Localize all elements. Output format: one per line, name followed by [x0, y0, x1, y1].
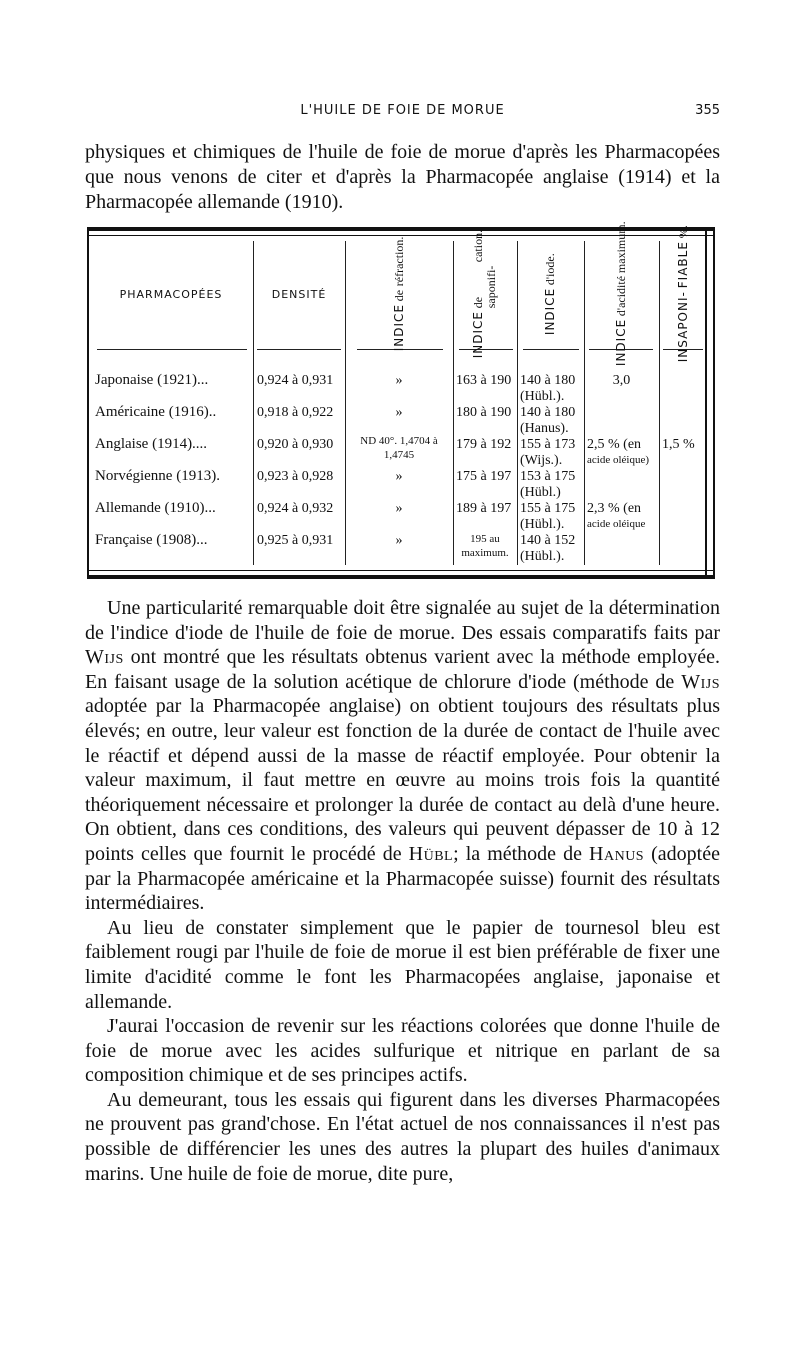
row-iode-l1: 155 à 175 — [520, 501, 576, 516]
row-iode-l1: 153 à 175 — [520, 469, 576, 484]
row-acidite-l2: acide oléique) — [587, 454, 649, 466]
pharmacopoeia-table — [87, 221, 715, 579]
row-insaponifiable: 1,5 % — [662, 437, 695, 452]
row-iode-l2: (Wijs.). — [520, 453, 563, 468]
row-iode-l2: (Hübl.). — [520, 517, 565, 532]
row-refraction: » — [395, 501, 403, 516]
header-densite: DENSITÉ — [271, 287, 327, 301]
row-iode-l1: 140 à 180 — [520, 373, 576, 388]
table-rule-bottom — [89, 570, 713, 571]
row-saponification: 189 à 197 — [456, 501, 512, 516]
header-iode-l1: INDICE — [543, 287, 557, 336]
row-acidite-l1: 2,5 % (en — [587, 437, 642, 452]
row-iode-l1: 140 à 152 — [520, 533, 576, 548]
row-densite: 0,920 à 0,930 — [257, 437, 334, 452]
page-number: 355 — [695, 103, 720, 118]
paragraph-1-c: adoptée par la Pharmacopée anglaise) on obtient toujours des résultats plus élevés; en outre, leur valeur est fonction de la durée de contact de l'huile avec le réactif et dépend aussi de la masse de réactif employée. Pour obtenir la valeur maximum, il faut mettre en œuvre au moins trois fois la quantité théoriquement nécessaire et prolonger la durée de contact au delà d'une heure. On obtient, dans ces conditions, des valeurs qui peuvent dépasser de 10 à 12 points celles que fournit le procédé de — [85, 695, 720, 865]
header-refraction — [345, 236, 453, 352]
header-pharmacopees: PHARMACOPÉES — [119, 287, 223, 301]
header-rule — [257, 349, 341, 350]
paragraph-1-b: ont montré que les résultats obtenus varient avec la méthode employée. En faisant usage de la solution acétique de chlorure d'iode (méthode de — [85, 646, 720, 693]
header-saponification — [453, 229, 517, 359]
header-acidite-l2: d'acidité — [614, 276, 628, 317]
row-acidite: 3,0 — [612, 373, 631, 388]
row-saponification: 163 à 190 — [456, 373, 512, 388]
row-saponification: 180 à 190 — [456, 405, 512, 420]
row-saponification: 195 au maximum. — [461, 533, 509, 559]
row-iode-l2: (Hanus). — [520, 421, 569, 436]
header-acidite-l1: INDICE — [614, 319, 628, 367]
row-refraction: ND 40°. 1,4704 à 1,4745 — [360, 435, 438, 461]
header-rule — [523, 349, 579, 350]
row-name: Américaine (1916).. — [95, 404, 217, 420]
body-text — [85, 596, 720, 1186]
header-iode-l2: d'iode. — [543, 252, 557, 285]
row-iode-l2: (Hübl.). — [520, 389, 565, 404]
running-header — [85, 103, 720, 127]
header-sapon-l1: INDICE — [471, 310, 485, 359]
paragraph-2: Au lieu de constater simplement que le papier de tournesol bleu est faiblement rougi par l'huile de foie de morue il est bien préférable de fixer une limite d'acidité comme le font les Pharmacopées anglaise, japonaise et allemande. — [85, 916, 720, 1013]
header-insap-l3: %. — [675, 225, 690, 239]
row-densite: 0,924 à 0,931 — [257, 373, 334, 388]
row-acidite-l1: 2,3 % (en — [587, 501, 642, 516]
row-acidite-l2: acide oléique — [587, 518, 646, 530]
row-densite: 0,924 à 0,932 — [257, 501, 334, 516]
row-saponification: 175 à 197 — [456, 469, 512, 484]
intro-text: physiques et chimiques de l'huile de foie de morue d'après les Pharmacopées que nous venons de citer et d'après la Pharmacopée anglaise (1914) et la Pharmacopée allemande (1910). — [85, 141, 720, 213]
paragraph-1 — [85, 596, 720, 916]
row-refraction: » — [395, 405, 403, 420]
row-name: Japonaise (1921)... — [95, 372, 209, 388]
paragraph-1-d: ; la méthode de — [453, 842, 590, 865]
header-refraction-l2: de — [391, 289, 406, 301]
author-hubl: Hübl — [408, 842, 454, 865]
row-name: Anglaise (1914).... — [95, 436, 208, 452]
row-densite: 0,923 à 0,928 — [257, 469, 334, 484]
paragraph-1-e: (adoptée par la Pharmacopée américaine et la Pharmacopée suisse) fournit des résultats intermédiaires. — [85, 842, 720, 915]
running-title: L'HUILE DE FOIE DE MORUE — [300, 103, 505, 118]
row-densite: 0,918 à 0,922 — [257, 405, 334, 420]
header-refraction-l3: réfraction. — [391, 236, 406, 287]
header-rule — [97, 349, 247, 350]
row-refraction: » — [395, 469, 403, 484]
header-acidite-l3: maximum. — [614, 221, 628, 274]
header-iode — [517, 241, 584, 347]
row-refraction: » — [395, 373, 403, 388]
row-densite: 0,925 à 0,931 — [257, 533, 334, 548]
row-saponification: 179 à 192 — [456, 437, 512, 452]
author-hanus: Hanus — [589, 842, 645, 865]
paragraph-3: J'aurai l'occasion de revenir sur les réactions colorées que donne l'huile de foie de morue avec les acides sulfurique et nitrique en parlant de sa composition chimique et de ses principes actifs. — [85, 1015, 720, 1087]
paragraph-1-a: Une particularité remarquable doit être signalée au sujet de la détermination de l'indice d'iode de l'huile de foie de morue. Des essais comparatifs faits par — [85, 597, 720, 644]
author-wijs: Wijs — [85, 646, 124, 669]
header-sapon-l2: de saponifi- — [471, 265, 498, 308]
row-iode-l2: (Hübl.). — [520, 549, 565, 564]
author-wijs: Wijs — [681, 670, 720, 693]
header-insaponifiable — [659, 225, 707, 363]
header-acidite — [584, 221, 659, 367]
row-iode-l1: 140 à 180 — [520, 405, 576, 420]
header-refraction-l1: INDICE — [391, 303, 406, 352]
intro-paragraph — [85, 140, 720, 215]
row-refraction: » — [395, 533, 403, 548]
row-name: Norvégienne (1913). — [95, 468, 220, 484]
header-insap-l1: INSAPONI- — [675, 291, 690, 363]
header-sapon-l3: cation. — [471, 229, 485, 263]
row-iode-l2: (Hübl.) — [520, 485, 561, 500]
row-name: Française (1908)... — [95, 532, 208, 548]
row-name: Allemande (1910)... — [95, 500, 216, 516]
paragraph-4: Au demeurant, tous les essais qui figurent dans les diverses Pharmacopées ne prouvent pas grand'chose. En l'état actuel de nos connaissances il n'est pas possible de différencier les unes des autres la plupart des huiles d'animaux marins. Une huile de foie de morue, dite pure, — [85, 1088, 720, 1185]
row-iode-l1: 155 à 173 — [520, 437, 576, 452]
header-insap-l2: FIABLE — [675, 241, 690, 289]
